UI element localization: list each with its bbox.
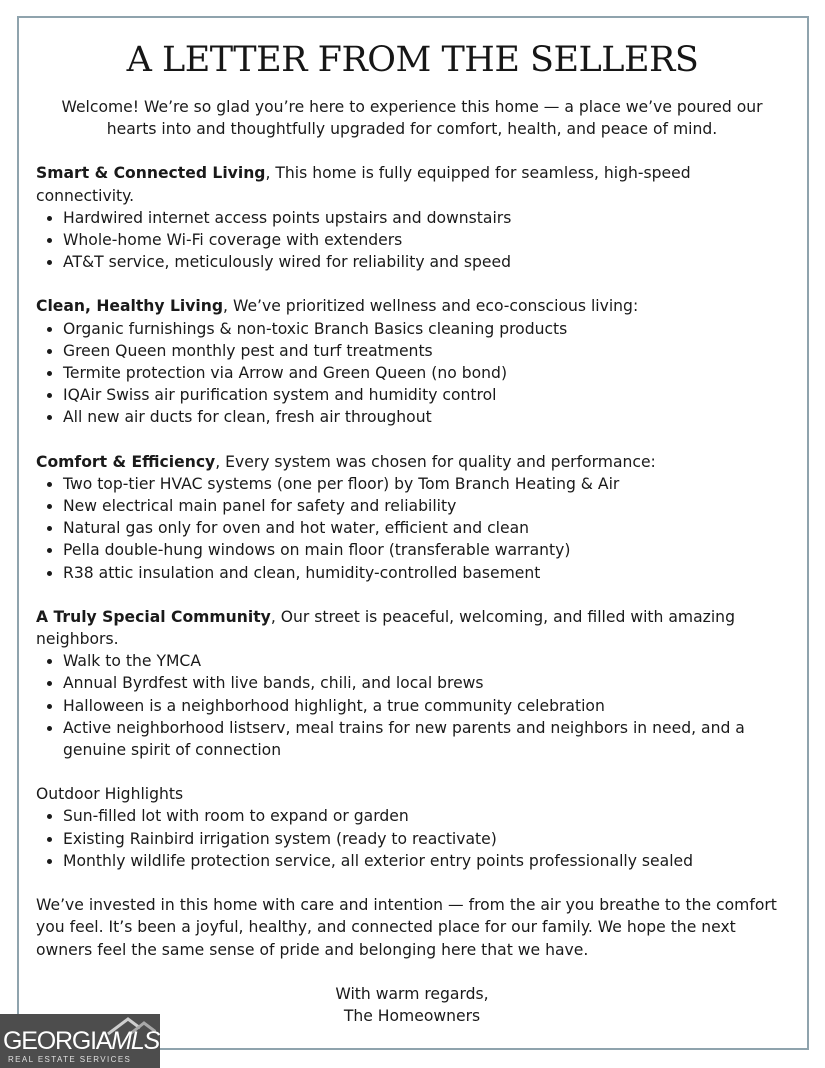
bullet-item: • Monthly wildlife protection service, all exterior entry points professionally sealed	[63, 850, 788, 872]
section-heading: Smart & Connected Living	[36, 164, 266, 183]
section-heading: Comfort & Efficiency	[36, 452, 216, 471]
section-heading: A Truly Special Community	[36, 607, 271, 626]
bullet-item: • Organic furnishings & non-toxic Branch Basics cleaning products	[63, 318, 788, 340]
bullet-item: • AT&T service, meticulously wired for reliability and speed	[63, 251, 788, 273]
section-intro	[36, 295, 788, 317]
section-bullet-list	[36, 805, 788, 872]
intro-paragraph: Welcome! We’re so glad you’re here to experience this home — a place we’ve poured our hearts into and thoughtfully upgraded for comfort, health, and peace of mind.	[61, 98, 763, 139]
watermark-brand-main: GEORGIA	[3, 1027, 112, 1055]
letter-section	[36, 606, 788, 761]
letter-section	[36, 295, 788, 428]
bullet-item: • Walk to the YMCA	[63, 650, 788, 672]
bullet-item: • Green Queen monthly pest and turf treatments	[63, 340, 788, 362]
bullet-item: • All new air ducts for clean, fresh air throughout	[63, 406, 788, 428]
bullet-item: • Existing Rainbird irrigation system (ready to reactivate)	[63, 828, 788, 850]
closing-paragraph: We’ve invested in this home with care and intention — from the air you breathe to the comfort you feel. It’s been a joyful, healthy, and connected place for our family. We hope the next owners feel the same sense of pride and belonging here that we have.	[36, 896, 777, 959]
bullet-item: • Active neighborhood listserv, meal trains for new parents and neighbors in need, and a genuine spirit of connection	[63, 717, 788, 761]
section-intro	[36, 162, 788, 206]
bullet-item: • Halloween is a neighborhood highlight, a true community celebration	[63, 695, 788, 717]
watermark-tagline: REAL ESTATE SERVICES	[8, 1055, 132, 1064]
bullet-item: • IQAir Swiss air purification system and humidity control	[63, 384, 788, 406]
section-heading: Clean, Healthy Living	[36, 297, 224, 316]
bullet-item: • Two top-tier HVAC systems (one per floor) by Tom Branch Heating & Air	[63, 473, 788, 495]
section-lead: Outdoor Highlights	[36, 785, 184, 804]
section-lead: , Every system was chosen for quality and performance:	[215, 452, 656, 471]
bullet-item: • R38 attic insulation and clean, humidity-controlled basement	[63, 562, 788, 584]
bullet-item: • Whole-home Wi-Fi coverage with extenders	[63, 229, 788, 251]
watermark-brand-accent: MLS	[111, 1027, 160, 1055]
bullet-item: • Pella double-hung windows on main floor (transferable warranty)	[63, 539, 788, 561]
section-bullet-list	[36, 650, 788, 761]
section-intro	[36, 783, 788, 805]
section-intro	[36, 451, 788, 473]
section-lead: , We’ve prioritized wellness and eco-conscious living:	[223, 297, 639, 316]
bullet-item: • Termite protection via Arrow and Green Queen (no bond)	[63, 362, 788, 384]
sections-container	[36, 162, 788, 872]
bullet-item: • Natural gas only for oven and hot water, efficient and clean	[63, 517, 788, 539]
letter-section	[36, 783, 788, 872]
signature-line: The Homeowners	[343, 1006, 481, 1025]
watermark-brand	[3, 1028, 159, 1054]
bullet-item: • Sun-filled lot with room to expand or garden	[63, 805, 788, 827]
section-bullet-list	[36, 473, 788, 584]
section-lead: , This home is fully equipped for seamless, high-speed connectivity.	[36, 164, 691, 205]
letter-body	[36, 96, 788, 1027]
signoff-line: With warm regards,	[335, 984, 489, 1003]
section-bullet-list	[36, 207, 788, 274]
letter-section	[36, 451, 788, 584]
section-intro	[36, 606, 788, 650]
bullet-item: • Annual Byrdfest with live bands, chili, and local brews	[63, 672, 788, 694]
letter-section	[36, 162, 788, 273]
section-lead: , Our street is peaceful, welcoming, and filled with amazing neighbors.	[36, 607, 735, 649]
letter-title: A LETTER FROM THE SELLERS	[126, 40, 699, 80]
georgia-mls-watermark	[0, 1014, 160, 1068]
bullet-item: • Hardwired internet access points upstairs and downstairs	[63, 207, 788, 229]
section-bullet-list	[36, 318, 788, 429]
bullet-item: • New electrical main panel for safety and reliability	[63, 495, 788, 517]
